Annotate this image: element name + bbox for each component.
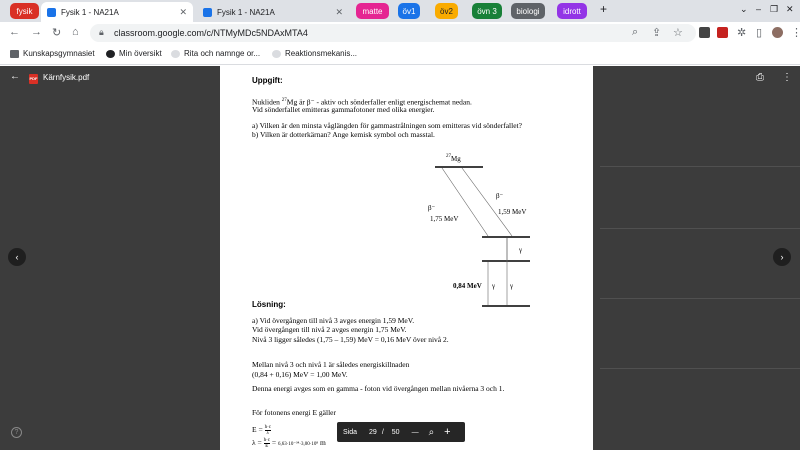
- intro-text: Mg är β⁻ - aktiv och sönderfaller enligt energischemat nedan.: [286, 97, 472, 107]
- tab-strip: [0, 0, 800, 22]
- tab-group-ov2[interactable]: öv2: [435, 3, 458, 19]
- share-icon[interactable]: ⇪: [652, 27, 662, 39]
- home-icon[interactable]: ⌂: [72, 26, 79, 38]
- gamma-right-label: γ: [510, 282, 514, 290]
- tab-group-matte[interactable]: matte: [356, 3, 389, 19]
- bookmark-kunskapsgymnasiet[interactable]: [10, 49, 95, 58]
- formula-unit: m: [320, 438, 326, 448]
- formula-text: λ =: [252, 438, 262, 448]
- page-icon: [106, 50, 115, 58]
- zoom-icon[interactable]: ⌕: [428, 426, 435, 438]
- back-icon[interactable]: ←: [10, 71, 20, 82]
- beta-1-energy: 1,75 MeV: [430, 215, 459, 223]
- solution-line-3: Nivå 3 ligger således (1,75 – 1,59) MeV = 0,16 MeV över nivå 2.: [252, 335, 449, 344]
- bookmark-label: Reaktionsmekanis...: [285, 49, 358, 58]
- previous-file-button[interactable]: ‹: [8, 248, 26, 266]
- close-icon[interactable]: ✕: [335, 6, 343, 17]
- page-label: Sida: [343, 428, 358, 436]
- address-bar[interactable]: [90, 24, 696, 42]
- denominator: E: [265, 444, 269, 449]
- task-heading: Uppgift:: [252, 76, 283, 85]
- gamma-mid-label: γ: [492, 282, 496, 290]
- bookmark-min-oversikt[interactable]: [106, 49, 162, 58]
- solution-heading: Lösning:: [252, 300, 286, 309]
- bookmark-label: Rita och namnge or...: [184, 49, 261, 58]
- bookmark-label: Kunskapsgymnasiet: [23, 49, 95, 58]
- solution-line-1: a) Vid övergången till nivå 3 avges energin 1,59 MeV.: [252, 316, 415, 325]
- gamma-small-label: γ: [519, 246, 523, 254]
- next-file-button[interactable]: ›: [773, 248, 791, 266]
- beta-1-label: β⁻: [428, 204, 436, 212]
- minimize-button[interactable]: –: [756, 4, 762, 14]
- page-separator: /: [381, 428, 384, 436]
- formula-wavelength: [252, 438, 326, 449]
- solution-line-4: Mellan nivå 3 och nivå 1 är således energiskillnaden: [252, 360, 410, 369]
- solution-line-5: (0,84 + 0,16) MeV = 1,00 MeV.: [252, 370, 348, 379]
- print-icon[interactable]: ⎙: [756, 72, 764, 83]
- divider: [600, 228, 800, 229]
- bookmark-label: Min översikt: [119, 49, 162, 58]
- help-icon[interactable]: ?: [11, 427, 22, 438]
- denominator: λ: [266, 431, 269, 436]
- page-icon: [171, 50, 180, 58]
- bookmarks-bar: [0, 44, 800, 65]
- page-navigation-bar: [337, 422, 465, 442]
- restore-button[interactable]: ❐: [770, 4, 779, 14]
- tab-group-ovn3[interactable]: övn 3: [472, 3, 502, 19]
- more-options-icon[interactable]: ⋮: [782, 72, 792, 83]
- extensions-puzzle-icon[interactable]: ✲: [737, 27, 747, 39]
- extension-icon-1[interactable]: [699, 27, 710, 38]
- classroom-icon: [203, 8, 212, 17]
- reload-icon[interactable]: ↻: [52, 27, 62, 39]
- tab-group-ov1[interactable]: öv1: [398, 3, 420, 19]
- pdf-file-icon: PDF: [29, 74, 38, 84]
- url-text: classroom.google.com/c/NTMyMDc5NDAxMTA4: [114, 28, 308, 38]
- side-panel-icon[interactable]: ▯: [756, 27, 763, 39]
- solution-line-7: För fotonens energi E gäller: [252, 408, 337, 417]
- new-tab-button[interactable]: +: [600, 2, 608, 16]
- zoom-in-button[interactable]: +: [444, 426, 451, 438]
- close-window-button[interactable]: ✕: [786, 4, 794, 14]
- tab-search-icon[interactable]: ⌄: [740, 4, 748, 14]
- tab-group-fysik[interactable]: fysik: [10, 3, 39, 19]
- beta-2-energy: 1,59 MeV: [498, 208, 527, 216]
- formula-text: =: [271, 438, 277, 448]
- lock-icon: 🔒︎: [99, 27, 104, 37]
- formula-numerator: 6,63·10⁻³⁴·3,00·10⁸: [278, 442, 319, 448]
- back-icon[interactable]: ←: [9, 26, 20, 38]
- menu-icon[interactable]: ⋮: [791, 27, 802, 39]
- tab-title: Fysik 1 - NA21A: [217, 7, 275, 17]
- forward-icon[interactable]: →: [31, 26, 42, 38]
- beta-2-label: β⁻: [496, 192, 504, 200]
- zoom-icon[interactable]: ⌕: [632, 26, 639, 38]
- intro-line-2: Vid sönderfallet emitteras gammafotoner med olika energier.: [252, 105, 435, 114]
- bookmark-rita[interactable]: [171, 49, 260, 58]
- background-page-ghost: [600, 98, 800, 438]
- beta-arrow-1: [442, 168, 488, 236]
- profile-avatar[interactable]: [772, 27, 783, 38]
- page-icon: [272, 50, 281, 58]
- tab-fysik-active[interactable]: [41, 2, 193, 22]
- intro-superscript: 27: [281, 98, 287, 103]
- bookmark-star-icon[interactable]: ☆: [673, 27, 683, 39]
- close-icon[interactable]: ✕: [179, 6, 187, 17]
- solution-line-2: Vid övergången till nivå 2 avges energin 1,75 MeV.: [252, 325, 407, 334]
- zoom-out-button[interactable]: —: [411, 428, 419, 436]
- divider: [600, 368, 800, 369]
- question-b: b) Vilken är dotterkärnan? Ange kemisk symbol och masstal.: [252, 130, 435, 139]
- bookmark-reaktionsmekanis[interactable]: [272, 49, 357, 58]
- viewer-backdrop-left: [0, 66, 220, 450]
- pdf-viewer: [0, 66, 800, 450]
- fraction: [265, 425, 271, 436]
- formula-text: E =: [252, 425, 263, 435]
- formula-energy: [252, 425, 271, 436]
- pdf-page: [220, 66, 593, 450]
- tab-group-idrott[interactable]: idrott: [557, 3, 587, 19]
- extension-icon-2[interactable]: [717, 27, 728, 38]
- page-current-input[interactable]: 29: [369, 428, 377, 436]
- intro-text: Nukliden: [252, 97, 282, 107]
- navigation-bar: [0, 22, 800, 44]
- question-a: a) Vilken är den minsta våglängden för gammastrålningen som emitteras vid sönderfallet?: [252, 121, 522, 130]
- divider: [600, 298, 800, 299]
- fraction: [264, 438, 270, 449]
- divider: [600, 166, 800, 167]
- page-total: 50: [391, 428, 400, 436]
- beta-arrow-2: [462, 168, 512, 236]
- folder-icon: [10, 50, 19, 58]
- nucleus-label: $^{27}$Mg: [446, 154, 461, 163]
- file-name: Kärnfysik.pdf: [43, 73, 90, 82]
- gamma-energy-label: 0,84 MeV: [453, 282, 482, 290]
- energy-level-diagram: [410, 148, 560, 313]
- tab-group-biologi[interactable]: biologi: [511, 3, 545, 19]
- solution-line-6: Denna energi avges som en gamma - foton vid övergången mellan nivåerna 3 och 1.: [252, 384, 505, 393]
- numerator: h·c: [264, 425, 271, 430]
- numerator: h·c: [263, 438, 271, 443]
- tab-title: Fysik 1 - NA21A: [61, 7, 119, 17]
- classroom-icon: [47, 8, 56, 17]
- tab-fysik-2[interactable]: [197, 2, 349, 22]
